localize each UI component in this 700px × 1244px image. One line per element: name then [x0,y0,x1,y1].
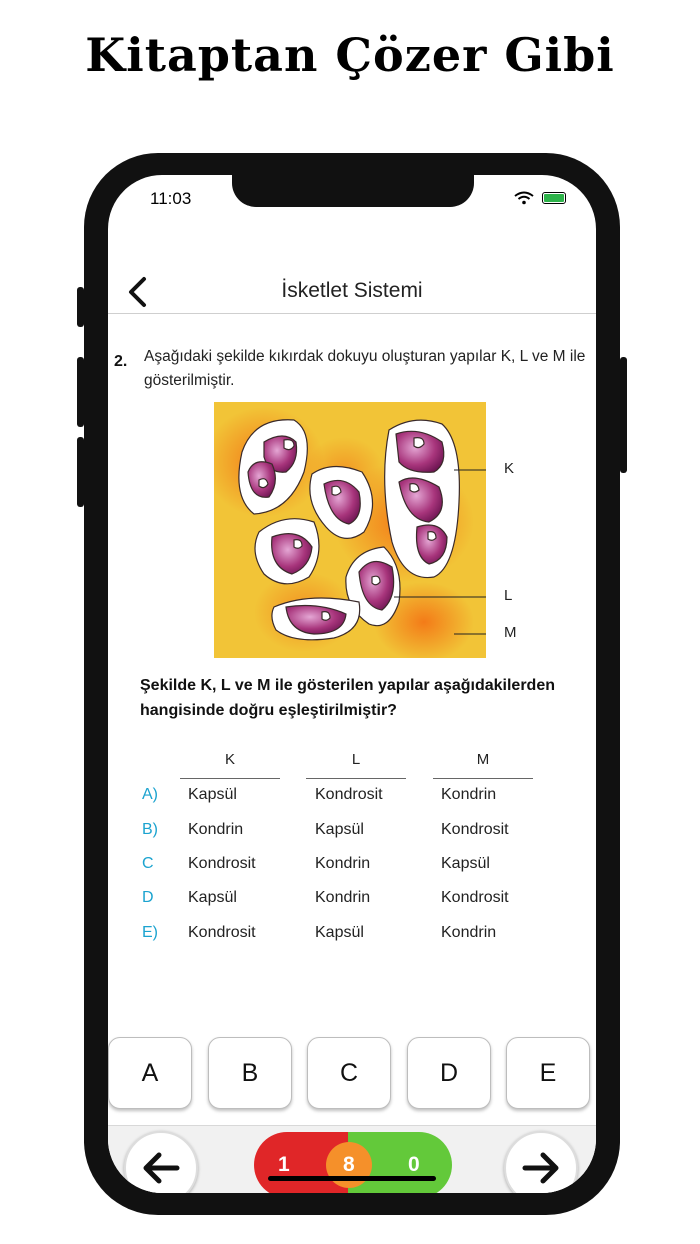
home-indicator [268,1176,436,1181]
option-row-d[interactable] [108,889,596,919]
option-cell: Kondrin [441,924,497,941]
column-header-m: M [476,751,490,768]
status-time: 11:03 [150,189,192,208]
app-header [108,253,596,314]
score-indicator [254,1132,452,1193]
current-question-count: 8 [343,1153,355,1176]
cartilage-figure [214,402,517,658]
status-icons [514,191,566,205]
column-divider [180,778,280,779]
option-cell: Kondrosit [441,889,509,906]
option-cell: Kapsül [315,821,364,838]
answer-button-a[interactable]: A [108,1037,192,1109]
option-cell: Kondrin [315,889,371,906]
answer-button-b[interactable]: B [208,1037,292,1109]
option-row-a[interactable] [108,786,596,816]
option-cell: Kapsül [188,889,237,906]
side-button [620,357,627,473]
phone-frame [84,153,620,1215]
side-button [77,357,84,427]
question-number: 2. [114,353,128,370]
answer-button-c[interactable]: C [307,1037,391,1109]
option-cell: Kondrosit [188,924,256,941]
label-k: K [504,460,515,477]
column-header-k: K [224,751,235,768]
option-letter: C [142,855,154,872]
battery-charging-icon [542,192,566,204]
option-letter: B) [142,821,158,838]
option-cell: Kapsül [315,924,364,941]
option-letter: E) [142,924,158,941]
side-button [77,287,84,327]
app-screen [108,175,596,1193]
notch [232,175,474,207]
option-row-b[interactable] [108,821,596,851]
page-title: İsketlet Sistemi [281,279,423,302]
question-text: Aşağıdaki şekilde kıkırdak dokuyu oluşturan yapılar K, L ve M ile gösterilmiştir. [144,348,586,389]
option-row-e[interactable] [108,924,596,954]
arrow-right-icon [521,1151,561,1185]
answer-button-d[interactable]: D [407,1037,491,1109]
option-cell: Kapsül [441,855,490,872]
label-l: L [504,587,513,604]
option-cell: Kondrosit [315,786,383,803]
option-cell: Kondrin [188,821,244,838]
promo-title: Kitaptan Çözer Gibi [85,28,615,82]
column-divider [433,778,533,779]
wrong-count: 1 [278,1153,290,1176]
arrow-left-icon [141,1151,181,1185]
wifi-icon [514,191,534,205]
answer-button-e[interactable]: E [506,1037,590,1109]
question-prompt: Şekilde K, L ve M ile gösterilen yapılar aşağıdakilerden hangisinde doğru eşleştirilmiştir? [140,677,555,719]
option-cell: Kondrosit [188,855,256,872]
correct-count: 0 [408,1153,420,1176]
option-cell: Kondrosit [441,821,509,838]
option-cell: Kondrin [441,786,497,803]
option-letter: A) [142,786,158,803]
option-letter: D [142,889,154,906]
column-header-l: L [351,751,361,768]
option-cell: Kapsül [188,786,237,803]
cartilage-diagram [214,402,486,658]
option-row-c[interactable] [108,855,596,885]
label-m: M [504,624,517,641]
option-cell: Kondrin [315,855,371,872]
column-divider [306,778,406,779]
side-button [77,437,84,507]
